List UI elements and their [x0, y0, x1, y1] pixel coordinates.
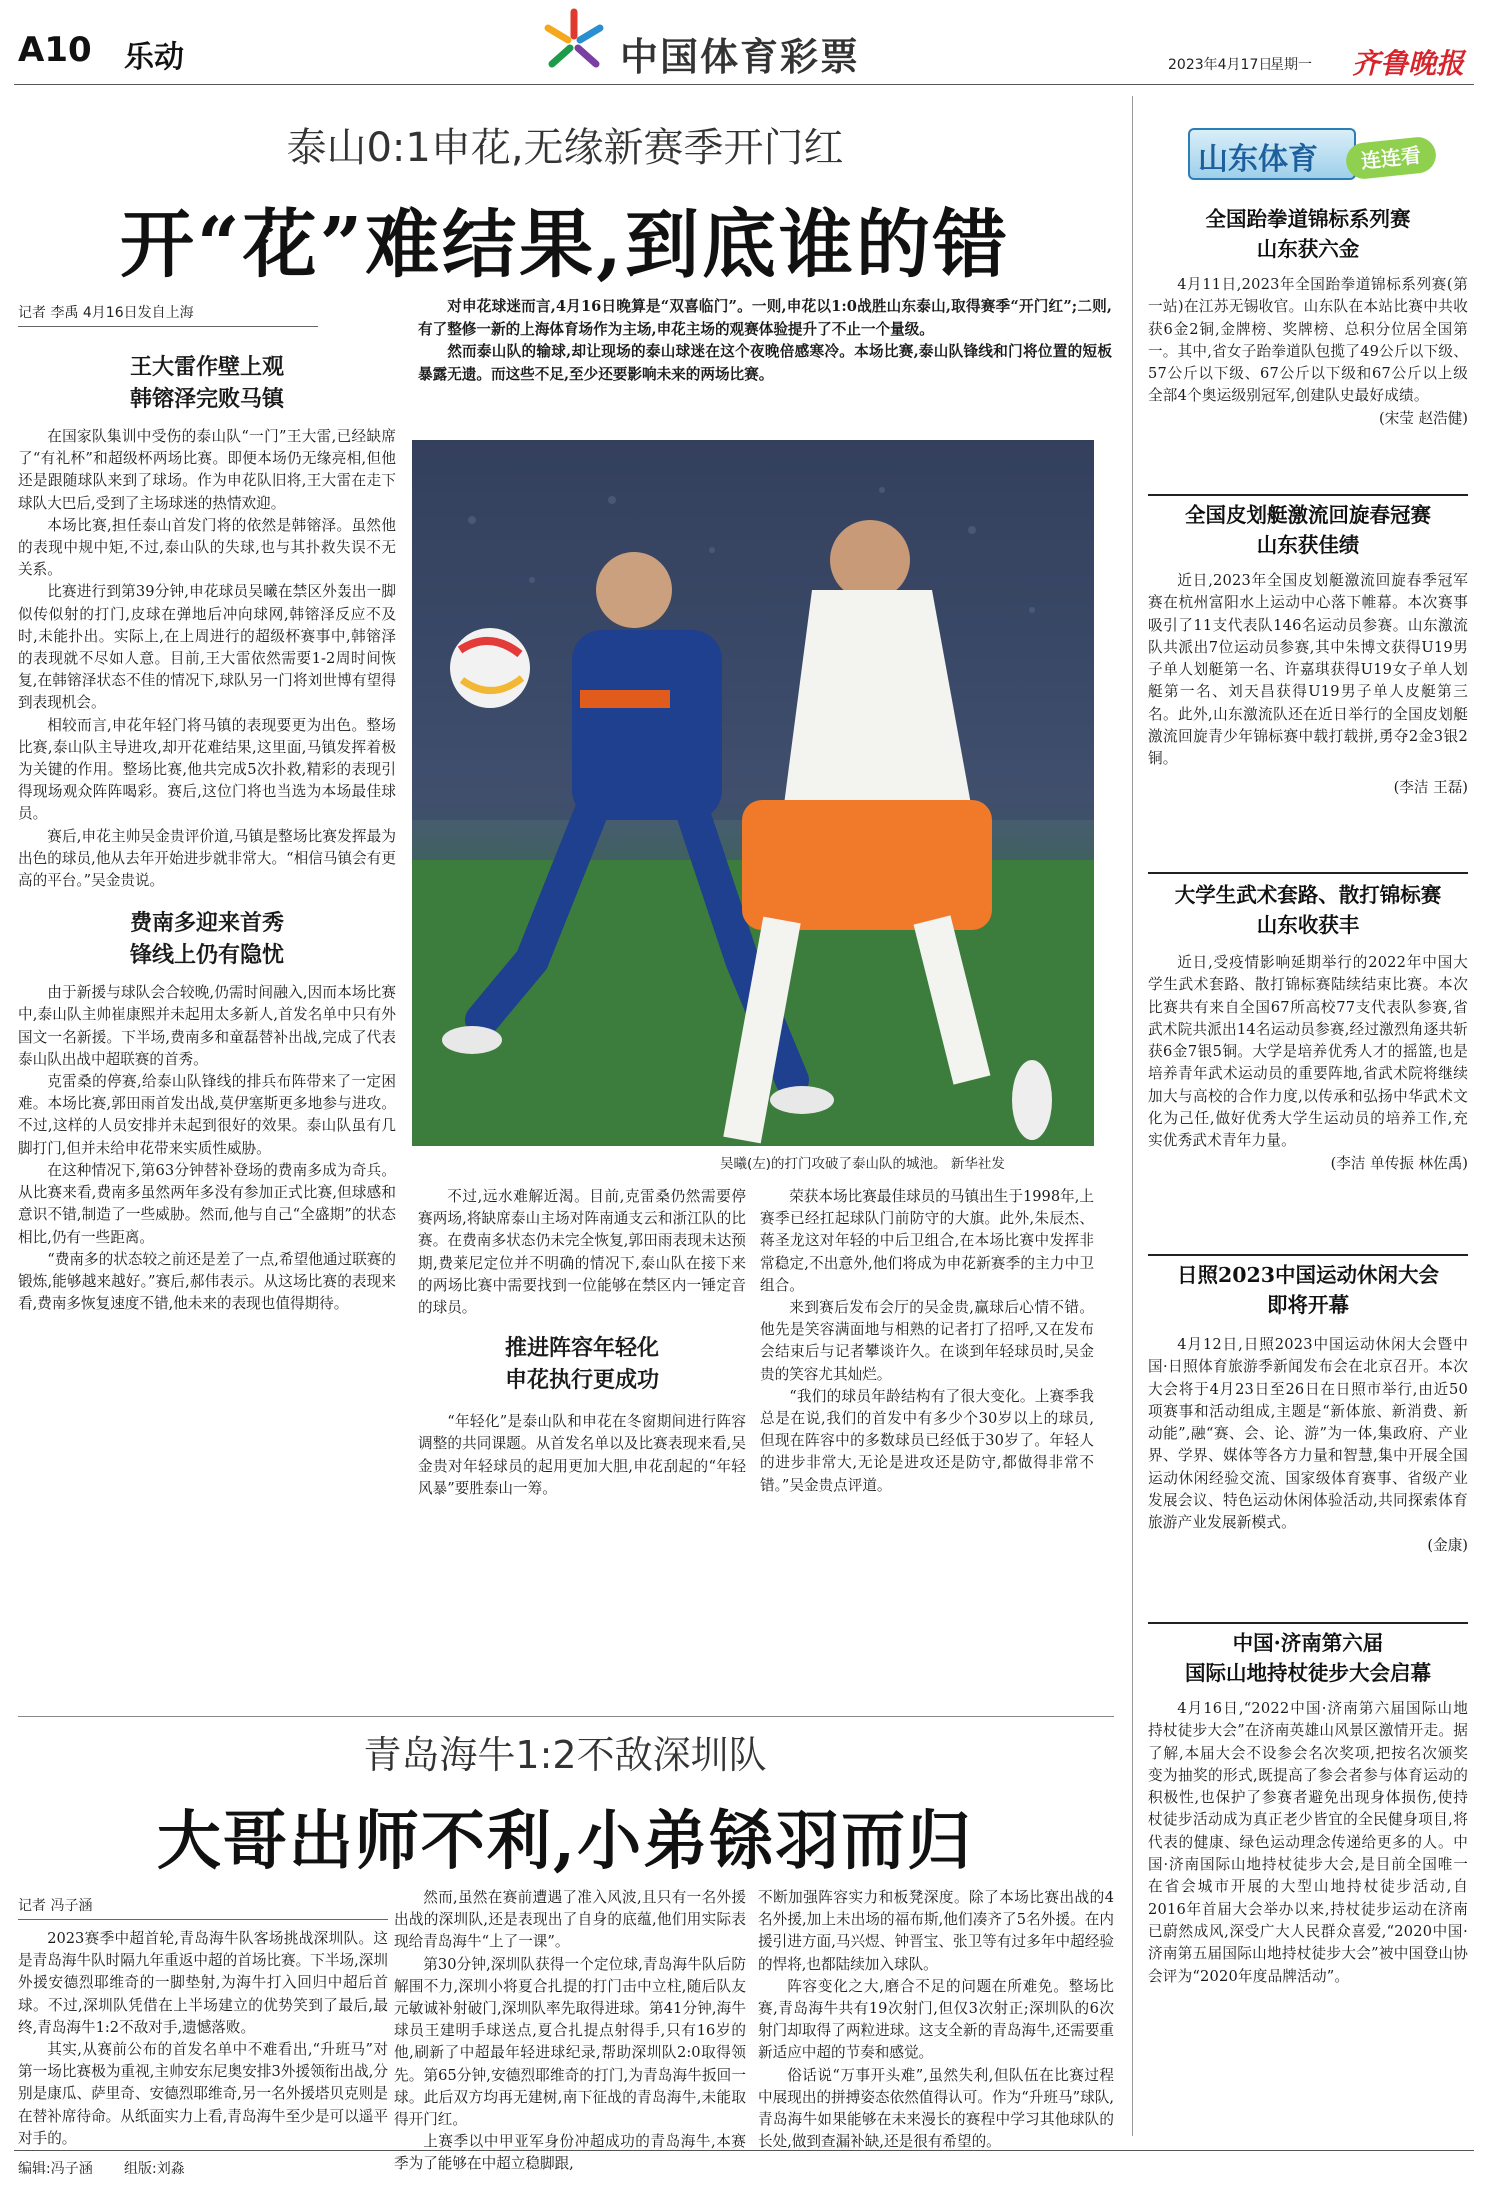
sidebar-divider	[1148, 1622, 1468, 1624]
body-paragraph: 2023赛季中超首轮,青岛海牛队客场挑战深圳队。这是青岛海牛队时隔九年重返中超的首场比赛。下半场,深圳外援安德烈耶维奇的一脚垫射,为海牛打入回归中超后首球。不过,深圳队凭借在上半场建立的优势笑到了最后,最终,青岛海牛1:2不敌对手,遗憾落败。	[18, 1930, 388, 2036]
subheading-line: 申花执行更成功	[504, 1368, 659, 1394]
sidebar-item-text: 近日,2023年全国皮划艇激流回旋春季冠军赛在杭州富阳水上运动中心落下帷幕。本次赛事吸引了11支代表队146名运动员参赛。山东激流队共派出7位运动员参赛,其中朱博文获得U19男子单人划艇第一名、许嘉琪获得U19女子单人划艇第一名、刘天昌获得U19男子单人皮艇第三名。此外,山东激流队还在近日举行的全国皮划艇激流回旋青少年锦标赛中载打载拼,勇夺2金3银2铜。	[1148, 572, 1468, 768]
body-paragraph: 不过,远水难解近渴。目前,克雷桑仍然需要停赛两场,将缺席泰山主场对阵南通支云和浙江队的比赛。在费南多状态仍未完全恢复,郭田雨表现未达预期,费莱尼定位并不明确的情况下,泰山队在接下来的两场比赛中需要找到一位能够在禁区内一锤定音的球员。	[418, 1188, 746, 1317]
article1-title: 开“花”难结果,到底谁的错	[120, 202, 1010, 288]
article2-byline: 记者 冯子涵	[18, 1895, 388, 1920]
article1-byline: 记者 李禹 4月16日发自上海	[18, 302, 318, 327]
sidebar-item-title	[1148, 880, 1468, 940]
body-paragraph: 在国家队集训中受伤的泰山队“一门”王大雷,已经缺席了“有礼杯”和超级杯两场比赛。即便本场仍无缘亮相,但他还是跟随球队来到了球场。作为申花队旧将,王大雷在走下球队大巴后,受到了主场球迷的热情欢迎。	[18, 428, 396, 512]
body-paragraph: 第30分钟,深圳队获得一个定位球,青岛海牛队后防解围不力,深圳小将夏合扎提的打门击中立柱,随后队友元敏诚补射破门,深圳队率先取得进球。第41分钟,海牛球员王建明手球送点,夏合扎提点射得手,只有16岁的他,刷新了中超最年轻进球纪录,帮助深圳队2:0取得领先。第65分钟,安德烈耶维奇的打门,为青岛海牛扳回一球。此后双方均再无建树,南下征战的青岛海牛,未能取得开门红。	[394, 1955, 746, 2129]
body-paragraph: 上赛季以中甲亚军身份冲超成功的青岛海牛,本赛季为了能够在中超立稳脚跟,	[394, 2133, 746, 2173]
subheading-3	[418, 1333, 746, 1397]
sidebar-divider	[1148, 872, 1468, 874]
subheading-line: 锋线上仍有隐忧	[129, 943, 284, 969]
title-line: 山东获佳绩	[1256, 533, 1360, 557]
title-line: 日照2023中国运动休闲大会	[1176, 1263, 1440, 1287]
sidebar-divider	[1148, 494, 1468, 496]
title-line: 山东收获丰	[1256, 913, 1360, 937]
sidebar-item-title	[1148, 1260, 1468, 1320]
photo-caption: 吴曦(左)的打门攻破了泰山队的城池。 新华社发	[720, 1156, 1005, 1172]
sidebar-item-title	[1148, 1628, 1468, 1688]
body-paragraph: “我们的球员年龄结构有了很大变化。上赛季我总是在说,我们的首发中有多少个30岁以上的球员,但现在阵容中的多数球员已经低于30岁了。年轻人的进步非常大,无论是进攻还是防守,都做得非常不错。”吴金贵点评道。	[760, 1387, 1094, 1494]
title-line: 全国皮划艇激流回旋春冠赛	[1185, 503, 1431, 527]
sidebar-divider	[1148, 1254, 1468, 1256]
sidebar-item-text: 4月12日,日照2023中国运动休闲大会暨中国·日照体育旅游季新闻发布会在北京召开。本次大会将于4月23日至26日在日照市举行,由近50项赛事和活动组成,主题是“新体旅、新消费、新动能”,融“赛、会、论、游”为一体,集政府、产业界、学界、媒体等各方力量和智慧,集中开展全国运动休闲经验交流、国家级体育赛事、省级产业发展会议、特色运动休闲体验活动,共同探索体育旅游产业发展新模式。	[1148, 1336, 1468, 1532]
article2-title: 大哥出师不利,小弟铩羽而归	[156, 1804, 974, 1879]
body-paragraph: 荣获本场比赛最佳球员的马镇出生于1998年,上赛季已经扛起球队门前防守的大旗。此外,朱辰杰、蒋圣龙这对年轻的中后卫组合,在本场比赛中发挥非常稳定,不出意外,他们将成为申花新赛季的主力中卫组合。	[760, 1188, 1094, 1294]
title-line: 全国跆拳道锦标系列赛	[1205, 207, 1411, 231]
lead-paragraph: 对申花球迷而言,4月16日晚算是“双喜临门”。一则,申花以1:0战胜山东泰山,取得赛季“开门红”;二则,有了整修一新的上海体育场作为主场,申花主场的观赛体验提升了不止一个量级。	[418, 298, 1112, 338]
subheading-line: 费南多迎来首秀	[129, 911, 284, 937]
sidebar-item-title	[1148, 204, 1468, 264]
article-divider	[18, 1716, 1114, 1717]
sidebar-item	[1148, 500, 1468, 799]
sidebar-item-credit: (李洁 单传振 林佐禹)	[1330, 1154, 1468, 1172]
sidebar-item	[1148, 1260, 1468, 1557]
issue-weekday: 星期一	[1270, 57, 1312, 73]
body-paragraph: 相较而言,申花年轻门将马镇的表现要更为出色。整场比赛,泰山队主导进攻,却开花难结果,这里面,马镇发挥着极为关键的作用。整场比赛,他共完成5次扑救,精彩的表现引得现场观众阵阵喝彩。赛后,这位门将也当选为本场最佳球员。	[18, 716, 396, 823]
issue-date: 2023年4月17日	[1168, 57, 1273, 73]
body-paragraph: “费南多的状态较之前还是差了一点,希望他通过联赛的锻炼,能够越来越好。”赛后,郝伟表示。从这场比赛的表现来看,费南多恢复速度不错,他未来的表现也值得期待。	[18, 1250, 396, 1313]
body-paragraph: 赛后,申花主帅吴金贵评价道,马镇是整场比赛发挥最为出色的球员,他从去年开始进步就非常大。“相信马镇会有更高的平台。”吴金贵说。	[18, 827, 396, 890]
banner-tag: 连连看	[1344, 135, 1437, 180]
sidebar-item	[1148, 1628, 1468, 1988]
lottery-logo-icon	[538, 8, 610, 74]
body-paragraph: 其实,从赛前公布的首发名单中不难看出,“升班马”对第一场比赛极为重视,主帅安东尼奥安排3外援领衔出战,分别是康瓜、萨里奇、安德烈耶维奇,另一名外援塔贝克则是在替补席待命。从纸面实力上看,青岛海牛至少是可以遥平对手的。	[18, 2041, 388, 2147]
article1-lead	[418, 296, 1112, 386]
sidebar-item-text: 4月16日,“2022中国·济南第六届国际山地持杖徒步大会”在济南英雄山风景区激情开走。据了解,本届大会不设参会名次奖项,把按名次颁奖变为抽奖的形式,既提高了参会者参与体育运动的积极性,也保护了参赛者避免出现身体损伤,使持杖徒步活动成为真正老少皆宜的全民健身项目,将代表的健康、绿色运动理念传递给更多的人。中国·济南国际山地持杖徒步大会,是目前全国唯一在省会城市开展的大型山地持杖徒步活动,自2016年首届大会举办以来,持杖徒步运动在济南已蔚然成风,深受广大人民群众喜爱,“2020中国·济南第五届国际山地持杖徒步大会”被中国登山协会评为“2020年度品牌活动”。	[1148, 1700, 1468, 1985]
subheading-line: 推进阵容年轻化	[504, 1336, 659, 1362]
title-line: 中国·济南第六届	[1232, 1631, 1384, 1655]
title-line: 山东获六金	[1256, 237, 1360, 261]
footer-design: 组版:刘淼	[124, 2161, 185, 2177]
sidebar-item-text: 4月11日,2023年全国跆拳道锦标系列赛(第一站)在江苏无锡收官。山东队在本站比赛中共收获6金2铜,金牌榜、奖牌榜、总积分位居全国第一。其中,省女子跆拳道队包揽了49公斤以下级、57公斤以下级、67公斤以下级和67公斤以上级全部4个奥运级别冠军,创建队史最好成绩。	[1148, 276, 1468, 405]
newspaper-logo: 齐鲁晚报	[1352, 47, 1465, 80]
lottery-name: 中国体育彩票	[620, 35, 861, 79]
photo-scene	[412, 440, 1094, 1146]
title-line: 大学生武术套路、散打锦标赛	[1174, 883, 1442, 907]
body-paragraph: 阵容变化之大,磨合不足的问题在所难免。整场比赛,青岛海牛共有19次射门,但仅3次射正;深圳队的6次射门却取得了两粒进球。这支全新的青岛海牛,还需要重新适应中超的节奏和感觉。	[758, 1977, 1114, 2062]
sidebar-item-credit: (宋莹 赵浩健)	[1379, 409, 1468, 427]
body-paragraph: 俗话说“万事开头难”,虽然失利,但队伍在比赛过程中展现出的拼搏姿态依然值得认可。作为“升班马”球队,青岛海牛如果能够在未来漫长的赛程中学习其他球队的长处,做到查漏补缺,还是很有希望的。	[758, 2066, 1114, 2151]
subheading-line: 王大雷作壁上观	[129, 355, 284, 380]
sidebar-item-title	[1148, 500, 1468, 560]
section-name: 乐动	[124, 40, 184, 75]
subheading-line: 韩镕泽完败马镇	[129, 387, 284, 412]
body-paragraph: 在这种情况下,第63分钟替补登场的费南多成为奇兵。从比赛来看,费南多虽然两年多没有参加正式比赛,但球感和意识不错,制造了一些威胁。然而,他与自己“全盛期”的状态相比,仍有一些距离。	[18, 1161, 396, 1246]
body-paragraph: 克雷桑的停赛,给泰山队锋线的排兵布阵带来了一定困难。本场比赛,郭田雨首发出战,莫伊塞斯更多地参与进攻。不过,这样的人员安排并未起到很好的效果。泰山队虽有几脚打门,但并未给申花带来实质性威胁。	[18, 1073, 396, 1157]
article2-kicker: 青岛海牛1:2不敌深圳队	[363, 1733, 767, 1777]
body-paragraph: 来到赛后发布会厅的吴金贵,赢球后心情不错。他先是笑容满面地与相熟的记者打了招呼,又在发布会结束后与记者攀谈许久。在谈到年轻球员时,吴金贵的笑容尤其灿烂。	[760, 1299, 1094, 1383]
body-paragraph: “年轻化”是泰山队和申花在冬窗期间进行阵容调整的共同课题。从首发名单以及比赛表现来看,吴金贵对年轻球员的起用更加大胆,申花刮起的“年轻风暴”要胜泰山一筹。	[418, 1413, 746, 1497]
title-line: 国际山地持杖徒步大会启幕	[1185, 1661, 1431, 1685]
title-line: 即将开幕	[1267, 1293, 1349, 1317]
article1-column-3	[760, 1186, 1094, 1497]
article1-column-2	[418, 1186, 746, 1500]
sidebar-item-credit: (李洁 王磊)	[1393, 778, 1468, 796]
page-header	[0, 0, 1488, 80]
body-paragraph: 然而,虽然在赛前遭遇了准入风波,且只有一名外援出战的深圳队,还是表现出了自身的底蕴,他们用实际表现给青岛海牛“上了一课”。	[394, 1889, 746, 1951]
article2-column-2	[394, 1887, 746, 2176]
sidebar-item	[1148, 204, 1468, 430]
subheading-1	[18, 352, 396, 416]
article2-column-3	[758, 1887, 1114, 2153]
body-paragraph: 不断加强阵容实力和板凳深度。除了本场比赛出战的4名外援,加上未出场的福布斯,他们凑齐了5名外援。在内援引进方面,马兴煜、钟晋宝、张卫等有过多年中超经验的悍将,也都陆续加入球队。	[758, 1889, 1114, 1973]
lead-paragraph: 然而泰山队的输球,却让现场的泰山球迷在这个夜晚倍感寒冷。本场比赛,泰山队锋线和门将位置的短板暴露无遗。而这些不足,至少还要影响未来的两场比赛。	[418, 343, 1112, 383]
footer-editor: 编辑:冯子涵	[18, 2161, 93, 2177]
body-paragraph: 本场比赛,担任泰山首发门将的依然是韩镕泽。虽然他的表现中规中矩,不过,泰山队的失球,也与其扑救失误不无关系。	[18, 516, 396, 579]
footer-rule	[14, 2150, 1474, 2151]
body-paragraph: 由于新援与球队会合较晚,仍需时间融入,因而本场比赛中,泰山队主帅崔康熙并未起用太多新人,首发名单中只有外国文一名新援。下半场,费南多和童磊替补出战,完成了代表泰山队出战中超联赛的首秀。	[18, 984, 396, 1068]
match-photo	[412, 440, 1094, 1146]
body-paragraph: 比赛进行到第39分钟,申花球员吴曦在禁区外轰出一脚似传似射的打门,皮球在弹地后冲向球网,韩镕泽反应不及时,未能扑出。实际上,在上周进行的超级杯赛事中,韩镕泽的表现就不尽如人意。目前,王大雷依然需要1-2周时间恢复,在韩镕泽状态不佳的情况下,球队另一门将刘世博有望得到表现机会。	[18, 583, 396, 712]
subheading-2	[18, 908, 396, 972]
sidebar-item	[1148, 880, 1468, 1175]
article1-column-1	[18, 352, 396, 1315]
sidebar-banner	[1188, 122, 1448, 186]
column-separator	[1132, 96, 1133, 2136]
article1-kicker: 泰山0:1申花,无缘新赛季开门红	[286, 125, 844, 171]
sidebar-item-text: 近日,受疫情影响延期举行的2022年中国大学生武术套路、散打锦标赛陆续结束比赛。本次比赛共有来自全国67所高校77支代表队参赛,省武术院共派出14名运动员参赛,经过激烈角逐共斩获6金7银5铜。大学是培养优秀人才的摇篮,也是培养青年武术运动员的重要阵地,省武术院将继续加大与高校的合作力度,以传承和弘扬中华武术文化为己任,做好优秀大学生运动员的培养工作,充实优秀武术青年力量。	[1148, 954, 1468, 1150]
page-number: A10	[18, 30, 92, 70]
banner-title: 山东体育	[1198, 142, 1318, 177]
article2-column-1	[18, 1928, 388, 2150]
header-rule	[14, 84, 1474, 85]
sidebar-item-credit: (金康)	[1427, 1536, 1468, 1554]
